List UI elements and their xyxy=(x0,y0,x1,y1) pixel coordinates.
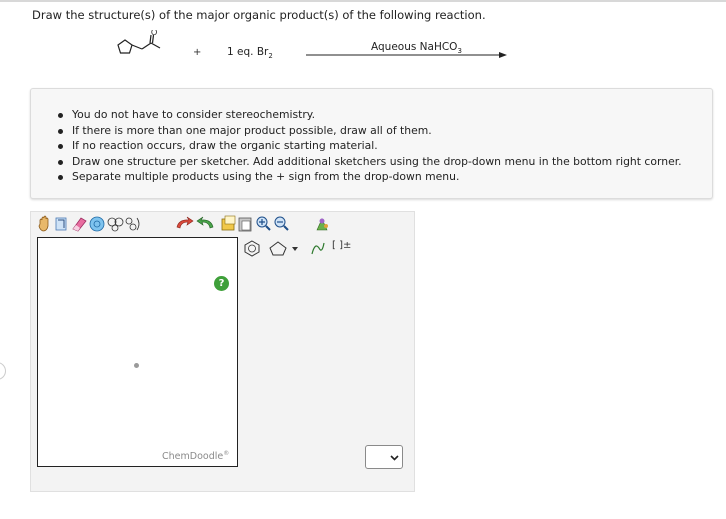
canvas-center-dot xyxy=(134,363,139,368)
instruction-item: You do not have to consider stereochemistry. xyxy=(55,107,682,123)
reagent-subscript: 2 xyxy=(268,52,273,61)
instruction-item: Draw one structure per sketcher. Add additional sketchers using the drop-down menu in the bottom right corner. xyxy=(55,154,682,170)
zoom-in-icon[interactable] xyxy=(257,217,270,230)
undo-icon[interactable] xyxy=(177,217,193,228)
reactant-oxygen-label: O xyxy=(151,30,158,37)
reactant-structure xyxy=(108,30,168,60)
instruction-item: If no reaction occurs, draw the organic starting material. xyxy=(55,138,682,154)
instruction-item: Separate multiple products using the + sign from the drop-down menu. xyxy=(55,169,682,185)
chevron-down-icon xyxy=(390,453,399,462)
conditions-subscript: 3 xyxy=(457,47,462,56)
instruction-item: If there is more than one major product possible, draw all of them. xyxy=(55,123,682,139)
copy-icon[interactable] xyxy=(222,216,235,230)
zoom-out-icon[interactable] xyxy=(275,217,288,230)
redo-icon[interactable] xyxy=(197,217,213,228)
hand-icon[interactable] xyxy=(39,216,48,231)
add-sketcher-dropdown[interactable] xyxy=(365,445,403,469)
brand-text: ChemDoodle xyxy=(162,451,224,463)
chain-icon[interactable] xyxy=(312,243,324,254)
conditions-text: Aqueous NaHCO xyxy=(371,41,458,53)
reagent-label xyxy=(227,46,273,60)
cyclopentane-icon[interactable] xyxy=(270,242,286,255)
lasso-icon[interactable] xyxy=(56,218,66,230)
conditions-label xyxy=(371,41,462,55)
question-text: Draw the structure(s) of the major organic product(s) of the following reaction. xyxy=(32,8,486,22)
instructions-list xyxy=(55,107,682,185)
instructions-box xyxy=(30,88,713,199)
benzene-icon[interactable] xyxy=(245,241,259,256)
charge-icon[interactable] xyxy=(126,218,139,230)
reagent-text: 1 eq. Br xyxy=(227,46,269,58)
help-icon[interactable]: ? xyxy=(214,276,229,291)
plus-sign: + xyxy=(193,47,202,58)
template-icon[interactable] xyxy=(108,218,123,231)
sketcher-toolbar-top xyxy=(37,215,337,233)
chemdoodle-brand xyxy=(162,450,229,462)
drawing-canvas[interactable] xyxy=(37,237,238,467)
ring-dropdown-chevron-icon[interactable] xyxy=(292,247,298,251)
side-tab[interactable] xyxy=(0,362,6,380)
bracket-charge-button[interactable]: [ ]± xyxy=(332,240,352,251)
eraser-icon[interactable] xyxy=(73,218,86,231)
top-divider xyxy=(0,0,726,2)
brand-mark: ® xyxy=(223,450,230,457)
atom-ring-icon[interactable] xyxy=(90,217,104,231)
clean-icon[interactable] xyxy=(317,219,328,231)
paste-icon[interactable] xyxy=(239,218,251,231)
